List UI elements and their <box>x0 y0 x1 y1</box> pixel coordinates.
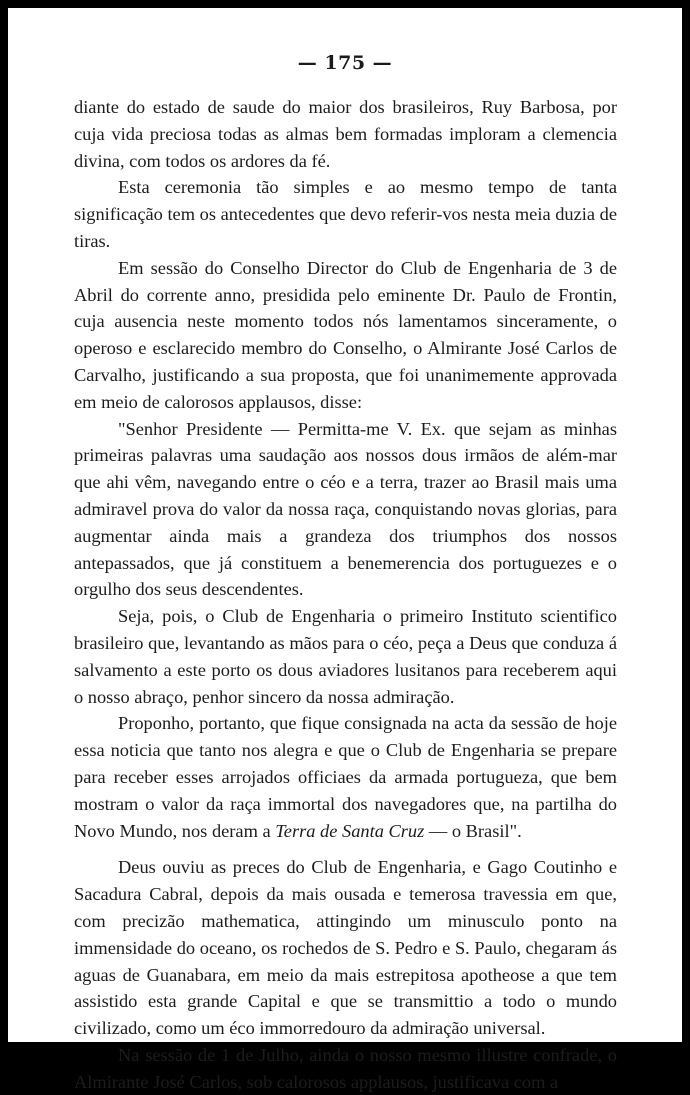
paragraph-4-quote: "Senhor Presidente — Permitta-me V. Ex. que sejam as minhas primeiras palavras uma saudação aos nossos dous irmãos de além-mar que ahi vêm, navegando entre o céo e a terra, trazer ao Brasil mais uma admiravel prova do valor da nossa raça, conquistando novas glorias, para augmentar ainda mais a grandeza dos triumphos dos nossos antepassados, que já constituem a benemerencia dos portuguezes e o orgulho dos seus descendentes. <box>74 418 617 600</box>
page-number: — 175 — <box>297 52 393 74</box>
paragraph-6-after: — o Brasil". <box>424 820 522 841</box>
paragraph-6-italic: Terra de Santa Cruz <box>275 820 425 841</box>
paragraph-6-before: Proponho, portanto, que fique consignada na acta da sessão de hoje essa noticia que tanto nos alegra e que o Club de Engenharia se prepare para receber esses arrojados officiaes da armada portugueza, que bem mostram o valor da raça immortal dos navegadores que, na partilha do Novo Mundo, nos deram a <box>74 713 617 841</box>
paragraph-8: Na sessão de 1 de Julho, ainda o nosso mesmo illustre confrade, o Almirante José Carlos, sob calorosos applausos, justificava com a <box>74 1044 617 1092</box>
paragraph-1: diante do estado de saude do maior dos brasileiros, Ruy Barbosa, por cuja vida preciosa todas as almas bem formadas imploram a clemencia divina, com todos os ardores da fé. <box>74 97 617 171</box>
body-text <box>74 94 617 1095</box>
paragraph-5: Seja, pois, o Club de Engenharia o primeiro Instituto scientifico brasileiro que, levantando as mãos para o céo, peça a Deus que conduza á salvamento a este porto os dous aviadores lusitanos para receberem aqui o nosso abraço, penhor sincero da nossa admiração. <box>74 606 617 707</box>
document-page <box>8 8 682 1092</box>
paragraph-3: Em sessão do Conselho Director do Club de Engenharia de 3 de Abril do corrente anno, presidida pelo eminente Dr. Paulo de Frontin, cuja ausencia neste momento todos nós lamentamos sinceramente, o operoso e esclarecido membro do Conselho, o Almirante José Carlos de Carvalho, justificando a sua proposta, que foi unanimemente approvada em meio de calorosos applausos, disse: <box>74 257 617 412</box>
paragraph-2: Esta ceremonia tão simples e ao mesmo tempo de tanta significação tem os antecedentes que devo referir-vos nesta meia duzia de tiras. <box>74 177 617 251</box>
paragraph-6 <box>74 710 617 844</box>
paragraph-7: Deus ouviu as preces do Club de Engenharia, e Gago Coutinho e Sacadura Cabral, depois da mais ousada e temerosa travessia em que, com precizão mathematica, attingindo um minusculo ponto na immensidade do oceano, os rochedos de S. Pedro e S. Paulo, chegaram ás aguas de Guanabara, em meio da mais estrepitosa apotheose a que tem assistido esta grande Capital e que se transmittio a todo o mundo civilizado, como um éco immorredouro da admiração universal. <box>74 857 617 1039</box>
